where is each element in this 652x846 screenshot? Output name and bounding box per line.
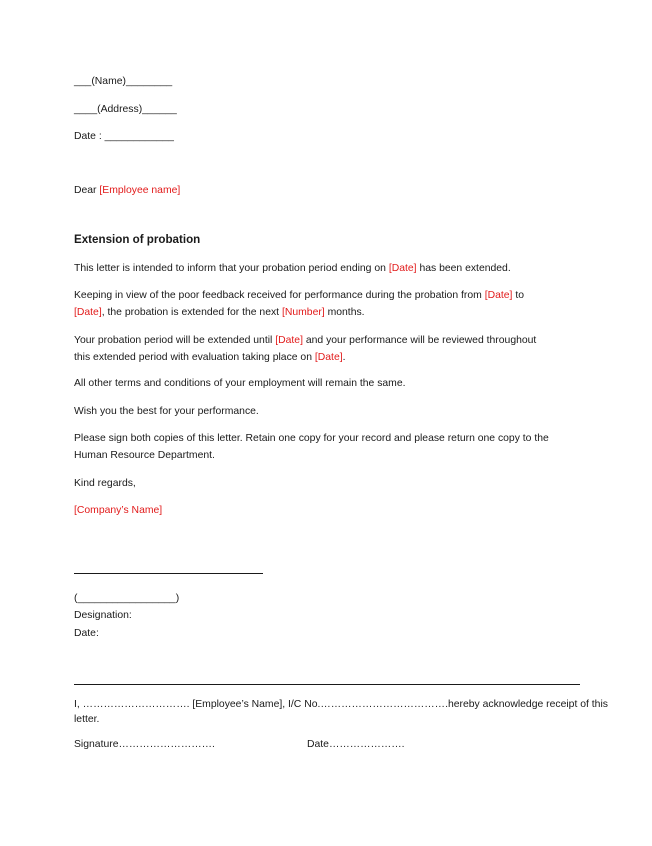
p2-to: to (515, 290, 524, 301)
p1-date-placeholder: [Date] (388, 263, 417, 274)
ack-dots: …………………………. (82, 699, 190, 710)
acknowledgement-line-1 (74, 698, 608, 711)
paragraph-6-line-2: Human Resource Department. (74, 450, 215, 461)
paragraph-2-line-1 (74, 289, 524, 302)
p1-end: has been extended. (419, 263, 511, 274)
ack-i: I, (74, 699, 80, 710)
paragraph-2-line-2 (74, 306, 365, 319)
paragraph-4: All other terms and conditions of your employment will remain the same. (74, 378, 406, 389)
p2-text-2: , the probation is extended for the next (101, 307, 280, 318)
salutation (74, 184, 180, 197)
paragraph-1 (74, 262, 511, 275)
p3-text: Your probation period will be extended until (74, 335, 273, 346)
ack-signature: Signature………………………. (74, 739, 215, 750)
paragraph-3-line-1 (74, 334, 536, 347)
letter-title: Extension of probation (74, 233, 201, 246)
ack-ic-dots: ………………………………. (320, 699, 448, 710)
p2-date-from: [Date] (484, 290, 513, 301)
p1-text: This letter is intended to inform that your probation period ending on (74, 263, 386, 274)
name-bracket: (_________________) (74, 593, 180, 604)
p3-end: and your performance will be reviewed throughout (305, 335, 537, 346)
acknowledgement-divider (74, 684, 580, 685)
designation-label: Designation: (74, 610, 132, 621)
paragraph-6-line-1: Please sign both copies of this letter. Retain one copy for your record and please return one copy to the (74, 433, 549, 444)
address-line: ____(Address)______ (74, 104, 177, 115)
p2-date-to: [Date] (74, 307, 102, 318)
p3-text-2: this extended period with evaluation taking place on (74, 352, 312, 363)
paragraph-5: Wish you the best for your performance. (74, 406, 259, 417)
name-line: ___(Name)________ (74, 76, 173, 87)
p3-date-evaluation: [Date] (314, 352, 343, 363)
p3-date-until: [Date] (275, 335, 303, 346)
ack-date: Date…………………. (307, 739, 405, 750)
signature-rule (74, 573, 263, 574)
p3-period: . (342, 352, 346, 363)
p2-number-placeholder: [Number] (281, 307, 325, 318)
signature-date-label: Date: (74, 628, 99, 639)
company-name-placeholder: [Company’s Name] (74, 505, 163, 516)
date-line: Date : ____________ (74, 131, 174, 142)
acknowledgement-line-2: letter. (74, 714, 100, 725)
p2-text: Keeping in view of the poor feedback received for performance during the probation from (74, 290, 482, 301)
salutation-prefix: Dear (74, 185, 97, 196)
employee-name-placeholder: [Employee name] (99, 185, 181, 196)
ack-hereby: hereby acknowledge receipt of this (447, 699, 608, 710)
kind-regards: Kind regards, (74, 478, 136, 489)
paragraph-3-line-2 (74, 351, 346, 364)
p2-end: months. (327, 307, 365, 318)
ack-employee: [Employee’s Name], I/C No. (192, 699, 321, 710)
